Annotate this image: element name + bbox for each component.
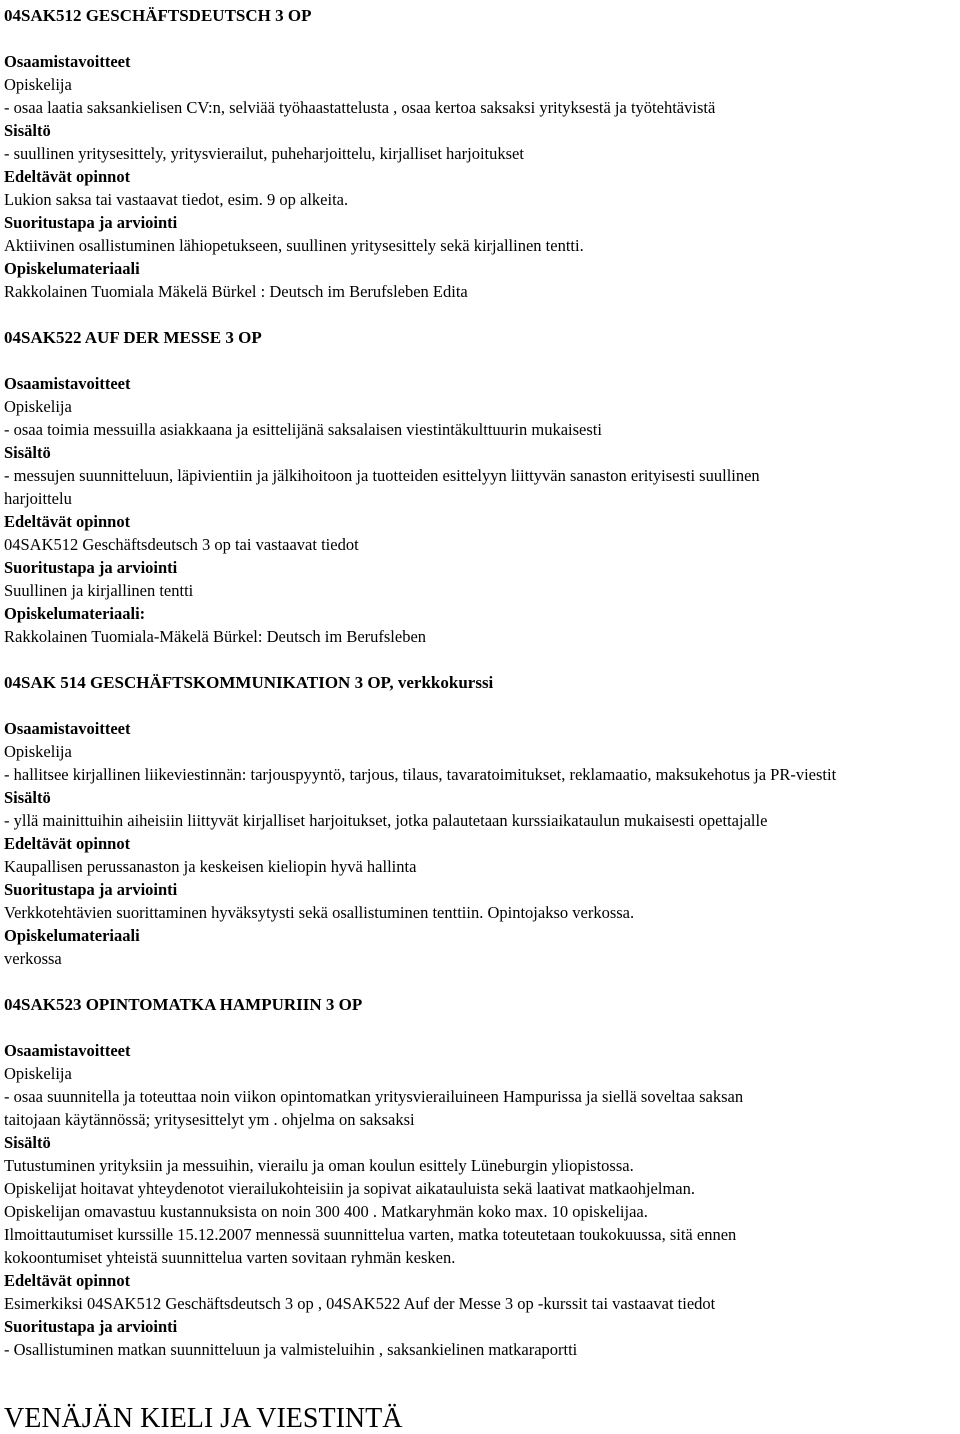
assessment-text: Verkkotehtävien suorittaminen hyväksytysti sekä osallistuminen tenttiin. Opintojakso verkossa. [4, 903, 635, 922]
course-title: 04SAK522 AUF DER MESSE 3 OP [4, 328, 262, 347]
content-text: Tutustuminen yrityksiin ja messuihin, vierailu ja oman koulun esittely Lüneburgin yliopistossa. [4, 1156, 634, 1175]
material-heading: Opiskelumateriaali [4, 926, 140, 945]
goals-text: taitojaan käytännössä; yritysesittelyt ym . ohjelma on saksaksi [4, 1110, 415, 1129]
prereq-text: Esimerkiksi 04SAK512 Geschäftsdeutsch 3 op , 04SAK522 Auf der Messe 3 op -kurssit tai vastaavat tiedot [4, 1294, 716, 1313]
course-section [4, 671, 958, 970]
content-heading: Sisältö [4, 788, 51, 807]
goals-heading: Osaamistavoitteet [4, 374, 131, 393]
assessment-heading: Suoritustapa ja arviointi [4, 1317, 178, 1336]
prereq-text: Lukion saksa tai vastaavat tiedot, esim. 9 op alkeita. [4, 190, 349, 209]
student-label: Opiskelija [4, 75, 72, 94]
assessment-heading: Suoritustapa ja arviointi [4, 558, 178, 577]
goals-text: - hallitsee kirjallinen liikeviestinnän: tarjouspyyntö, tarjous, tilaus, tavaratoimitukset, reklamaatio, maksukehotus ja PR-viestit [4, 765, 837, 784]
material-heading: Opiskelumateriaali [4, 259, 140, 278]
goals-heading: Osaamistavoitteet [4, 719, 131, 738]
section-heading: VENÄJÄN KIELI JA VIESTINTÄ [4, 1403, 403, 1434]
assessment-heading: Suoritustapa ja arviointi [4, 213, 178, 232]
material-text: Rakkolainen Tuomiala Mäkelä Bürkel : Deutsch im Berufsleben Edita [4, 282, 468, 301]
prereq-heading: Edeltävät opinnot [4, 834, 131, 853]
assessment-heading: Suoritustapa ja arviointi [4, 880, 178, 899]
content-heading: Sisältö [4, 121, 51, 140]
material-text: verkossa [4, 949, 62, 968]
goals-heading: Osaamistavoitteet [4, 52, 131, 71]
goals-text: - osaa toimia messuilla asiakkaana ja esittelijänä saksalaisen viestintäkulttuurin mukaisesti [4, 420, 602, 439]
course-title: 04SAK523 OPINTOMATKA HAMPURIIN 3 OP [4, 995, 363, 1014]
goals-text: - osaa laatia saksankielisen CV:n, selviää työhaastattelusta , osaa kertoa saksaksi yrityksestä ja työtehtävistä [4, 98, 716, 117]
content-text: - yllä mainittuihin aiheisiin liittyvät kirjalliset harjoitukset, jotka palautetaan kurssiaikataulun mukaisesti opettajalle [4, 811, 768, 830]
goals-text: - osaa suunnitella ja toteuttaa noin viikon opintomatkan yritysvierailuineen Hampurissa ja siellä soveltaa saksan [4, 1087, 744, 1106]
material-text: Rakkolainen Tuomiala-Mäkelä Bürkel: Deutsch im Berufsleben [4, 627, 427, 646]
content-text: kokoontumiset yhteistä suunnittelua varten sovitaan ryhmän kesken. [4, 1248, 456, 1267]
prereq-text: 04SAK512 Geschäftsdeutsch 3 op tai vastaavat tiedot [4, 535, 359, 554]
student-label: Opiskelija [4, 1064, 72, 1083]
content-heading: Sisältö [4, 443, 51, 462]
assessment-text: Aktiivinen osallistuminen lähiopetukseen, suullinen yritysesittely sekä kirjallinen tentti. [4, 236, 584, 255]
prereq-text: Kaupallisen perussanaston ja keskeisen kieliopin hyvä hallinta [4, 857, 417, 876]
content-text: harjoittelu [4, 489, 72, 508]
prereq-heading: Edeltävät opinnot [4, 512, 131, 531]
goals-heading: Osaamistavoitteet [4, 1041, 131, 1060]
content-text: Ilmoittautumiset kurssille 15.12.2007 mennessä suunnittelua varten, matka toteutetaan toukokuussa, sitä ennen [4, 1225, 737, 1244]
course-title: 04SAK 514 GESCHÄFTSKOMMUNIKATION 3 OP, verkkokurssi [4, 673, 494, 692]
prereq-heading: Edeltävät opinnot [4, 167, 131, 186]
course-title: 04SAK512 GESCHÄFTSDEUTSCH 3 OP [4, 6, 312, 25]
assessment-text: Suullinen ja kirjallinen tentti [4, 581, 194, 600]
content-text: - suullinen yritysesittely, yritysvierailut, puheharjoittelu, kirjalliset harjoitukset [4, 144, 524, 163]
student-label: Opiskelija [4, 397, 72, 416]
content-heading: Sisältö [4, 1133, 51, 1152]
prereq-heading: Edeltävät opinnot [4, 1271, 131, 1290]
material-heading: Opiskelumateriaali: [4, 604, 146, 623]
content-text: Opiskelijat hoitavat yhteydenotot vierailukohteisiin ja sopivat aikatauluista sekä laativat matkaohjelman. [4, 1179, 695, 1198]
content-text: Opiskelijan omavastuu kustannuksista on noin 300 400 . Matkaryhmän koko max. 10 opiskelijaa. [4, 1202, 648, 1221]
course-section [4, 326, 958, 648]
document-page [4, 4, 958, 1384]
course-section [4, 4, 958, 303]
assessment-text: - Osallistuminen matkan suunnitteluun ja valmisteluihin , saksankielinen matkaraportti [4, 1340, 578, 1359]
student-label: Opiskelija [4, 742, 72, 761]
course-section [4, 993, 958, 1361]
content-text: - messujen suunnitteluun, läpivientiin ja jälkihoitoon ja tuotteiden esittelyyn liittyvän sanaston erityisesti suullinen [4, 466, 760, 485]
